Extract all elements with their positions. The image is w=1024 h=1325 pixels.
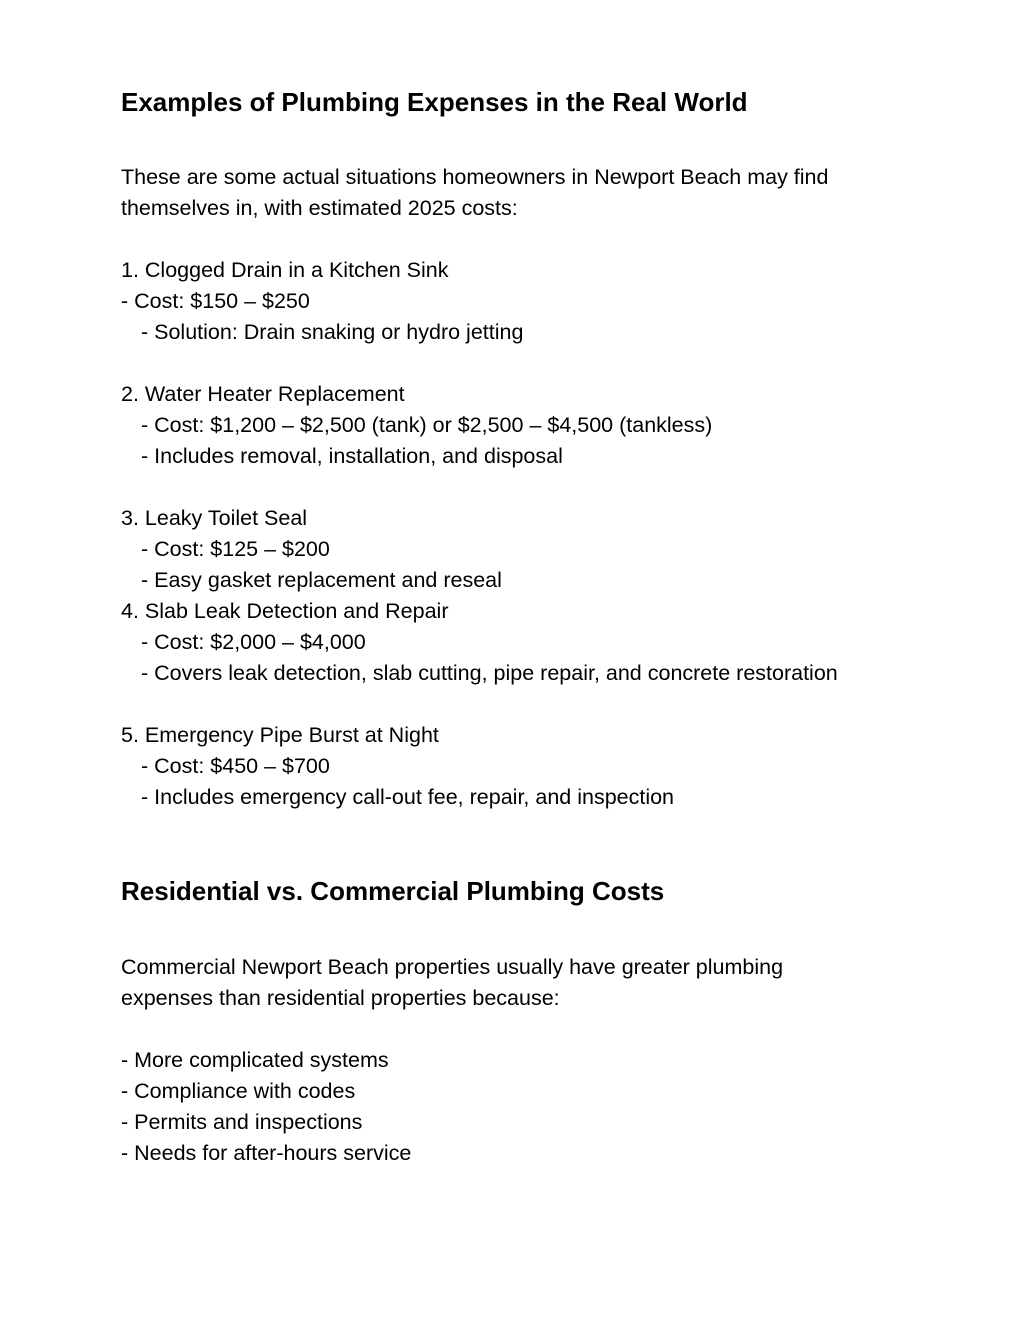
example-cost: - Cost: $1,200 – $2,500 (tank) or $2,500 – $4,500 (tankless) — [141, 413, 713, 437]
example-list — [121, 255, 838, 813]
example-cost: - Cost: $125 – $200 — [141, 537, 330, 561]
blank-line — [121, 689, 838, 720]
section-intro-paragraph — [121, 952, 783, 1014]
intro-line: expenses than residential properties because: — [121, 986, 560, 1010]
intro-line: themselves in, with estimated 2025 costs: — [121, 196, 518, 220]
reason-item: - Permits and inspections — [121, 1110, 363, 1134]
example-detail: - Easy gasket replacement and reseal — [141, 568, 502, 592]
example-title: 3. Leaky Toilet Seal — [121, 506, 308, 530]
example-title: 1. Clogged Drain in a Kitchen Sink — [121, 258, 449, 282]
example-title: 4. Slab Leak Detection and Repair — [121, 599, 449, 623]
blank-line — [121, 348, 838, 379]
reason-list — [121, 1045, 411, 1169]
reason-item: - Needs for after-hours service — [121, 1141, 412, 1165]
example-cost: - Cost: $450 – $700 — [141, 754, 330, 778]
intro-line: These are some actual situations homeowners in Newport Beach may find — [121, 165, 829, 189]
section-intro-paragraph — [121, 162, 828, 224]
reason-item: - Compliance with codes — [121, 1079, 356, 1103]
example-detail: - Includes removal, installation, and disposal — [141, 444, 563, 468]
example-cost: - Cost: $2,000 – $4,000 — [141, 630, 366, 654]
reason-item: - More complicated systems — [121, 1048, 389, 1072]
blank-line — [121, 472, 838, 503]
intro-line: Commercial Newport Beach properties usually have greater plumbing — [121, 955, 784, 979]
example-detail: - Solution: Drain snaking or hydro jetting — [141, 320, 524, 344]
example-cost: - Cost: $150 – $250 — [121, 289, 310, 313]
example-detail: - Covers leak detection, slab cutting, pipe repair, and concrete restoration — [141, 661, 838, 685]
example-detail: - Includes emergency call-out fee, repair, and inspection — [141, 785, 675, 809]
section-heading-plumbing-examples: Examples of Plumbing Expenses in the Real World — [121, 87, 748, 117]
example-title: 2. Water Heater Replacement — [121, 382, 405, 406]
section-heading-residential-vs-commercial: Residential vs. Commercial Plumbing Costs — [121, 876, 665, 906]
example-title: 5. Emergency Pipe Burst at Night — [121, 723, 439, 747]
